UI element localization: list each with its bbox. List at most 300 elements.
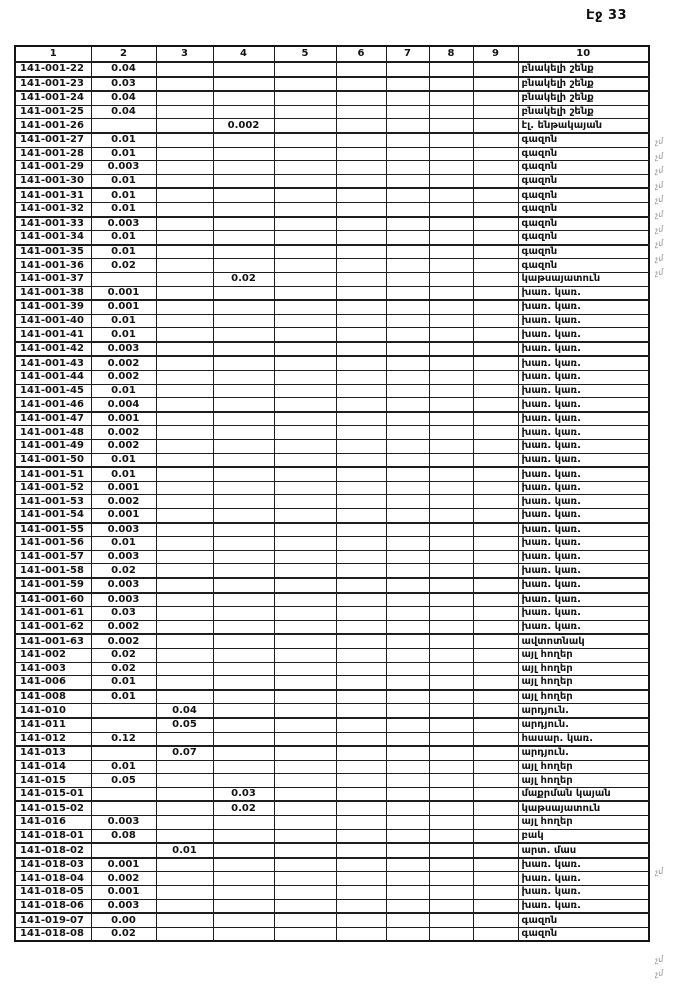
area-col2-cell: 0.03 [91,77,156,92]
empty-cell [429,787,473,801]
empty-cell [274,300,336,314]
area-col4-cell [213,886,274,900]
empty-cell [336,801,386,815]
empty-cell [274,314,336,328]
area-col3-cell [156,259,213,273]
area-col3-cell [156,509,213,523]
empty-cell [336,816,386,830]
parcel-code-cell: 141-018-02 [15,843,91,858]
table-row [15,564,649,578]
empty-cell [429,202,473,216]
land-use-cell: այլ հողեր [518,648,649,662]
empty-cell [429,356,473,370]
area-col4-cell [213,105,274,119]
parcel-code-cell: 141-019-07 [15,913,91,927]
area-col2-cell: 0.01 [91,202,156,216]
area-col2-cell: 0.01 [91,314,156,328]
land-use-cell: գազոն [518,202,649,216]
empty-cell [429,371,473,385]
area-col2-cell: 0.00 [91,913,156,927]
area-col3-cell [156,690,213,704]
handwritten-margin-mark: չմ [654,253,665,264]
area-col2-cell: 0.01 [91,690,156,704]
column-header: 4 [213,46,274,62]
parcel-code-cell: 141-015-02 [15,801,91,815]
empty-cell [429,829,473,843]
parcel-code-cell: 141-001-52 [15,481,91,495]
area-col3-cell [156,174,213,188]
table-row [15,398,649,412]
area-col3-cell [156,913,213,927]
table-row [15,133,649,147]
area-col4-cell [213,384,274,398]
empty-cell [386,899,429,913]
empty-cell [336,440,386,454]
empty-cell [386,161,429,175]
empty-cell [386,690,429,704]
empty-cell [274,732,336,746]
empty-cell [274,537,336,551]
land-use-cell: խառ. կառ. [518,899,649,913]
area-col2-cell: 0.01 [91,537,156,551]
parcel-code-cell: 141-001-54 [15,509,91,523]
area-col4-cell [213,481,274,495]
empty-cell [429,704,473,718]
area-col4-cell [213,133,274,147]
empty-cell [274,356,336,370]
table-row [15,245,649,259]
parcel-code-cell: 141-018-06 [15,899,91,913]
area-col2-cell: 0.002 [91,872,156,886]
area-col3-cell [156,286,213,300]
empty-cell [274,328,336,342]
empty-cell [429,634,473,648]
area-col2-cell: 0.003 [91,899,156,913]
land-use-cell: խառ. կառ. [518,398,649,412]
empty-cell [429,816,473,830]
empty-cell [386,342,429,357]
land-use-cell: բնակելի շենք [518,91,649,105]
empty-cell [429,231,473,245]
empty-cell [473,119,518,133]
area-col4-cell [213,676,274,690]
empty-cell [274,119,336,133]
empty-cell [336,356,386,370]
area-col2-cell: 0.002 [91,440,156,454]
empty-cell [336,147,386,161]
empty-cell [429,620,473,634]
area-col3-cell [156,384,213,398]
parcel-code-cell: 141-001-55 [15,523,91,537]
empty-cell [473,564,518,578]
empty-cell [429,453,473,467]
empty-cell [274,634,336,648]
table-row [15,119,649,133]
empty-cell [473,787,518,801]
area-col4-cell [213,620,274,634]
empty-cell [336,927,386,941]
empty-cell [386,578,429,593]
empty-cell [386,523,429,537]
area-col2-cell: 0.02 [91,927,156,941]
area-col3-cell [156,829,213,843]
empty-cell [429,147,473,161]
table-row [15,537,649,551]
table-row [15,440,649,454]
area-col3-cell [156,314,213,328]
land-use-cell: խառ. կառ. [518,607,649,621]
empty-cell [473,718,518,732]
empty-cell [473,481,518,495]
empty-cell [336,481,386,495]
empty-cell [473,272,518,286]
empty-cell [336,829,386,843]
area-col2-cell [91,787,156,801]
table-row [15,760,649,774]
area-col2-cell: 0.001 [91,300,156,314]
empty-cell [386,704,429,718]
area-col2-cell: 0.01 [91,453,156,467]
empty-cell [429,77,473,92]
handwritten-margin-mark: չմ [654,866,665,877]
area-col2-cell: 0.002 [91,371,156,385]
area-col3-cell [156,300,213,314]
area-col3-cell [156,774,213,788]
table-row [15,495,649,509]
area-col3-cell [156,412,213,426]
land-use-cell: գազոն [518,259,649,273]
empty-cell [274,259,336,273]
area-col4-cell [213,286,274,300]
handwritten-margin-mark: չմ [654,165,665,176]
area-col2-cell: 0.01 [91,467,156,481]
column-header: 7 [386,46,429,62]
empty-cell [386,77,429,92]
empty-cell [386,328,429,342]
area-col3-cell [156,564,213,578]
empty-cell [274,161,336,175]
parcel-code-cell: 141-001-46 [15,398,91,412]
empty-cell [336,119,386,133]
area-col2-cell: 0.01 [91,760,156,774]
empty-cell [336,426,386,440]
parcel-code-cell: 141-002 [15,648,91,662]
empty-cell [336,634,386,648]
empty-cell [274,523,336,537]
empty-cell [473,259,518,273]
empty-cell [473,676,518,690]
area-col2-cell: 0.002 [91,495,156,509]
handwritten-margin-mark: չմ [654,136,665,147]
parcel-code-cell: 141-001-24 [15,91,91,105]
empty-cell [473,550,518,564]
empty-cell [429,774,473,788]
land-use-cell: գազոն [518,245,649,259]
empty-cell [386,718,429,732]
area-col3-cell [156,62,213,77]
parcel-code-cell: 141-001-31 [15,188,91,202]
area-col3-cell [156,371,213,385]
area-col4-cell [213,564,274,578]
land-use-cell: խառ. կառ. [518,537,649,551]
table-row [15,718,649,732]
empty-cell [336,412,386,426]
area-col4-cell [213,662,274,676]
parcel-code-cell: 141-001-42 [15,342,91,357]
empty-cell [336,690,386,704]
land-use-cell: այլ հողեր [518,676,649,690]
land-use-cell: գազոն [518,217,649,231]
empty-cell [473,495,518,509]
empty-cell [386,384,429,398]
area-col3-cell [156,886,213,900]
area-col3-cell [156,217,213,231]
land-use-cell: էլ. ենթակայան [518,119,649,133]
column-header: 10 [518,46,649,62]
table-row [15,481,649,495]
handwritten-margin-mark: չմ [654,267,665,279]
area-col4-cell [213,412,274,426]
area-col2-cell [91,843,156,858]
area-col4-cell [213,704,274,718]
table-row [15,91,649,105]
empty-cell [386,509,429,523]
area-col4-cell [213,872,274,886]
area-col3-cell [156,147,213,161]
area-col4-cell [213,245,274,259]
area-col3-cell [156,676,213,690]
empty-cell [274,133,336,147]
area-col3-cell [156,245,213,259]
area-col4-cell [213,174,274,188]
table-row [15,77,649,92]
handwritten-margin-mark: չմ [654,238,665,249]
empty-cell [429,272,473,286]
parcel-code-cell: 141-001-37 [15,272,91,286]
area-col4-cell [213,816,274,830]
empty-cell [429,188,473,202]
empty-cell [473,578,518,593]
table-row [15,690,649,704]
area-col4-cell [213,161,274,175]
table-row [15,801,649,815]
empty-cell [386,202,429,216]
empty-cell [473,426,518,440]
empty-cell [386,426,429,440]
area-col2-cell: 0.003 [91,523,156,537]
empty-cell [274,760,336,774]
parcel-code-cell: 141-001-35 [15,245,91,259]
empty-cell [336,537,386,551]
land-use-cell: խառ. կառ. [518,886,649,900]
empty-cell [386,300,429,314]
empty-cell [336,676,386,690]
land-use-cell: կաթսայատուն [518,272,649,286]
empty-cell [473,746,518,760]
empty-cell [429,578,473,593]
parcel-code-cell: 141-018-04 [15,872,91,886]
empty-cell [386,105,429,119]
area-col4-cell [213,523,274,537]
empty-cell [473,174,518,188]
empty-cell [386,550,429,564]
area-col2-cell: 0.01 [91,133,156,147]
empty-cell [274,105,336,119]
empty-cell [473,300,518,314]
empty-cell [274,913,336,927]
empty-cell [429,328,473,342]
empty-cell [386,872,429,886]
empty-cell [429,872,473,886]
land-use-cell: խառ. կառ. [518,593,649,607]
empty-cell [473,467,518,481]
handwritten-margin-mark: չմ [654,953,665,965]
area-col4-cell [213,690,274,704]
parcel-code-cell: 141-001-47 [15,412,91,426]
empty-cell [473,412,518,426]
parcel-code-cell: 141-001-29 [15,161,91,175]
empty-cell [429,286,473,300]
area-col4-cell [213,398,274,412]
land-use-cell: խառ. կառ. [518,481,649,495]
empty-cell [429,886,473,900]
area-col3-cell [156,453,213,467]
empty-cell [429,550,473,564]
area-col3-cell [156,872,213,886]
area-col2-cell [91,746,156,760]
empty-cell [429,91,473,105]
land-use-cell: խառ. կառ. [518,384,649,398]
area-col2-cell [91,704,156,718]
empty-cell [274,495,336,509]
empty-cell [386,564,429,578]
area-col2-cell: 0.03 [91,607,156,621]
empty-cell [274,620,336,634]
empty-cell [429,564,473,578]
area-col3-cell [156,732,213,746]
empty-cell [336,453,386,467]
table-row [15,62,649,77]
area-col3-cell [156,105,213,119]
area-col2-cell: 0.04 [91,91,156,105]
empty-cell [386,620,429,634]
empty-cell [473,843,518,858]
empty-cell [386,119,429,133]
empty-cell [274,787,336,801]
area-col3-cell [156,550,213,564]
empty-cell [386,829,429,843]
empty-cell [336,77,386,92]
area-col4-cell [213,342,274,357]
parcel-code-cell: 141-006 [15,676,91,690]
empty-cell [336,62,386,77]
empty-cell [429,314,473,328]
area-col3-cell [156,634,213,648]
area-col4-cell [213,453,274,467]
empty-cell [336,495,386,509]
table-row [15,412,649,426]
table-row [15,899,649,913]
area-col2-cell: 0.003 [91,816,156,830]
parcel-code-cell: 141-014 [15,760,91,774]
empty-cell [386,913,429,927]
empty-cell [274,662,336,676]
empty-cell [429,760,473,774]
empty-cell [336,314,386,328]
table-row [15,231,649,245]
area-col3-cell [156,593,213,607]
land-use-cell: խառ. կառ. [518,371,649,385]
table-row [15,509,649,523]
empty-cell [336,648,386,662]
area-col2-cell: 0.002 [91,356,156,370]
empty-cell [386,787,429,801]
empty-cell [386,816,429,830]
empty-cell [386,607,429,621]
table-row [15,371,649,385]
table-row [15,550,649,564]
table-row [15,927,649,941]
empty-cell [473,384,518,398]
empty-cell [386,147,429,161]
empty-cell [473,858,518,872]
area-col2-cell: 0.01 [91,328,156,342]
area-col2-cell: 0.04 [91,62,156,77]
land-use-cell: մաքրման կայան [518,787,649,801]
area-col3-cell [156,202,213,216]
empty-cell [429,259,473,273]
empty-cell [274,801,336,815]
area-col4-cell [213,927,274,941]
table-row [15,634,649,648]
land-use-cell: արդյուն. [518,746,649,760]
table-row [15,217,649,231]
parcel-code-cell: 141-001-32 [15,202,91,216]
empty-cell [473,161,518,175]
area-col2-cell: 0.001 [91,412,156,426]
empty-cell [336,704,386,718]
parcel-code-cell: 141-001-34 [15,231,91,245]
parcel-code-cell: 141-001-22 [15,62,91,77]
area-col2-cell: 0.05 [91,774,156,788]
parcel-code-cell: 141-016 [15,816,91,830]
area-col3-cell [156,342,213,357]
empty-cell [429,467,473,481]
area-col4-cell [213,843,274,858]
empty-cell [386,174,429,188]
parcel-code-cell: 141-001-50 [15,453,91,467]
area-col2-cell: 0.003 [91,161,156,175]
empty-cell [336,760,386,774]
parcel-code-cell: 141-001-48 [15,426,91,440]
area-col4-cell [213,467,274,481]
parcel-code-cell: 141-008 [15,690,91,704]
empty-cell [336,718,386,732]
land-use-cell: գազոն [518,161,649,175]
area-col4-cell [213,328,274,342]
empty-cell [274,718,336,732]
area-col4-cell [213,495,274,509]
empty-cell [429,523,473,537]
empty-cell [336,564,386,578]
area-col4-cell [213,231,274,245]
area-col3-cell: 0.01 [156,843,213,858]
area-col3-cell [156,481,213,495]
land-use-cell: խառ. կառ. [518,356,649,370]
parcel-code-cell: 141-001-45 [15,384,91,398]
table-row [15,774,649,788]
area-col2-cell: 0.003 [91,550,156,564]
